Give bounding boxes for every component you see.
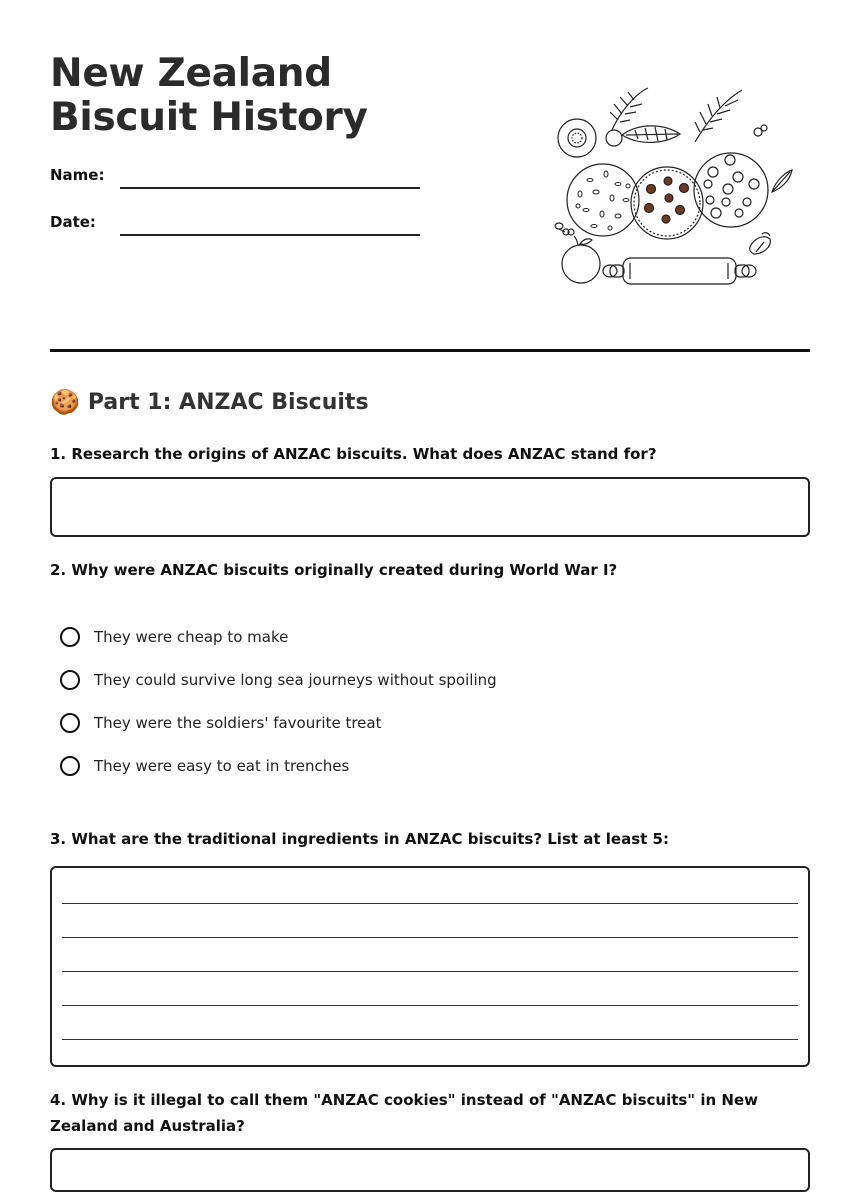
question-2: 2. Why were ANZAC biscuits originally created during World War I? bbox=[50, 561, 618, 579]
option-label: They could survive long sea journeys without spoiling bbox=[94, 671, 497, 689]
writing-line bbox=[62, 1005, 798, 1006]
radio-button[interactable] bbox=[60, 670, 80, 690]
date-label: Date: bbox=[50, 213, 96, 231]
biscuits-illustration-icon bbox=[550, 82, 800, 292]
section-divider bbox=[50, 349, 810, 352]
radio-button[interactable] bbox=[60, 756, 80, 776]
option-2[interactable] bbox=[60, 670, 497, 690]
radio-button[interactable] bbox=[60, 627, 80, 647]
radio-button[interactable] bbox=[60, 713, 80, 733]
writing-line bbox=[62, 937, 798, 938]
writing-line bbox=[62, 971, 798, 972]
name-label: Name: bbox=[50, 166, 105, 184]
section-heading bbox=[50, 388, 369, 416]
option-label: They were cheap to make bbox=[94, 628, 289, 646]
answer-box-3[interactable] bbox=[50, 866, 810, 1067]
answer-box-1[interactable] bbox=[50, 477, 810, 537]
page-title: New Zealand Biscuit History bbox=[50, 51, 368, 140]
option-label: They were easy to eat in trenches bbox=[94, 757, 350, 775]
answer-box-4[interactable] bbox=[50, 1148, 810, 1192]
question-1: 1. Research the origins of ANZAC biscuits. What does ANZAC stand for? bbox=[50, 445, 657, 463]
writing-line bbox=[62, 903, 798, 904]
option-4[interactable] bbox=[60, 756, 349, 776]
option-label: They were the soldiers' favourite treat bbox=[94, 714, 382, 732]
option-3[interactable] bbox=[60, 713, 381, 733]
date-field[interactable] bbox=[120, 234, 420, 236]
cookie-icon: 🍪 bbox=[50, 388, 80, 416]
writing-line bbox=[62, 1039, 798, 1040]
section-title: Part 1: ANZAC Biscuits bbox=[87, 389, 369, 415]
option-1[interactable] bbox=[60, 627, 288, 647]
question-4: 4. Why is it illegal to call them "ANZAC cookies" instead of "ANZAC biscuits" in New Zealand and Australia? bbox=[50, 1091, 758, 1135]
question-3: 3. What are the traditional ingredients in ANZAC biscuits? List at least 5: bbox=[50, 830, 669, 848]
name-field[interactable] bbox=[120, 187, 420, 189]
